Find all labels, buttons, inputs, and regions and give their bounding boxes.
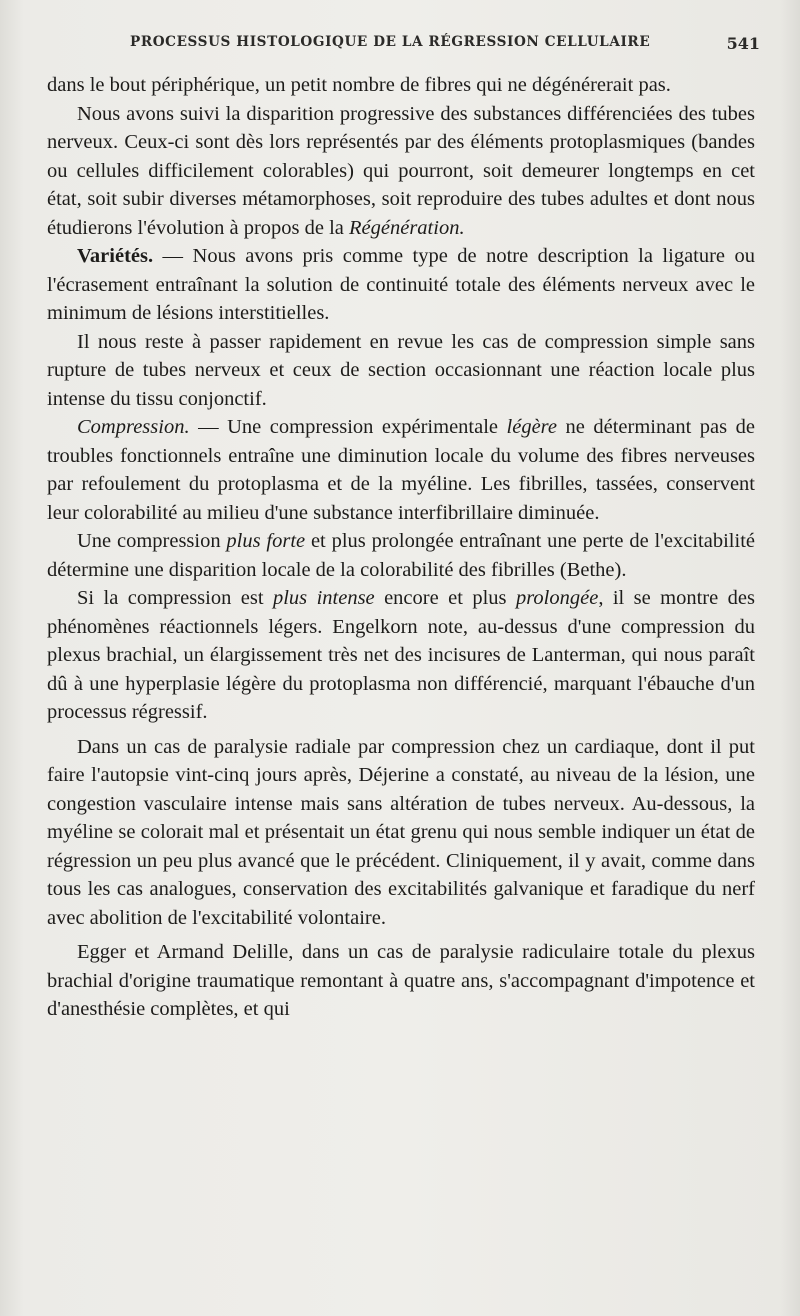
paragraph-1-text: dans le bout périphérique, un petit nombre de fibres qui ne dégénérerait pas. — [47, 74, 671, 96]
paragraph-6 — [47, 527, 755, 584]
paragraph-5-emphasis: légère — [506, 416, 557, 438]
running-head-title: PROCESSUS HISTOLOGIQUE DE LA RÉGRESSION CELLULAIRE — [130, 34, 651, 50]
paragraph-7-text-c: , il se montre des phénomènes réactionnels légers. Engelkorn note, au-dessus d'une compression du plexus brachial, un élargissement très net des incisures de Lanterman, qui nous paraît dû à une hyperplasie légère du protoplasma non différencié, marquant l'ébauche d'un processus régressif. — [47, 587, 755, 723]
section-heading-varietes: Variétés. — [77, 245, 154, 267]
paragraph-6-emphasis: plus forte — [226, 530, 306, 552]
paragraph-5 — [47, 413, 755, 527]
paragraph-3-text: — Nous avons pris comme type de notre description la ligature ou l'écrasement entraînant la solution de continuité totale des éléments nerveux avec le minimum de lésions interstitielles. — [47, 245, 755, 324]
paragraph-7 — [47, 584, 755, 727]
paragraph-2 — [47, 100, 755, 243]
paragraph-8 — [47, 733, 755, 933]
paragraph-8-text: Dans un cas de paralysie radiale par compression chez un cardiaque, dont il put faire l'autopsie vint-cinq jours après, Déjerine a constaté, au niveau de la lésion, une congestion vasculaire intense mais sans altération de tubes nerveux. Au-dessous, la myéline se colorait mal et présentait un état grenu qui nous semble indiquer un état de régression un peu plus avancé que le précédent. Cliniquement, il y avait, comme dans tous les cas analogues, conservation des excitabilités galvanique et faradique du nerf avec abolition de l'excitabilité volontaire. — [47, 735, 755, 929]
section-heading-compression: Compression. — [77, 416, 190, 438]
paragraph-5-text-b: ne déterminant pas de troubles fonctionnels entraîne une diminution locale du volume des fibres nerveuses par refoulement du protoplasma et de la myéline. Les fibrilles, tassées, conservent leur colorabilité au milieu d'une substance interfibrillaire diminuée. — [47, 416, 755, 524]
paragraph-3 — [47, 242, 755, 328]
paragraph-6-text-b: et plus prolongée entraînant une perte de l'excitabilité détermine une disparition locale de la colorabilité des fibrilles (Bethe). — [47, 530, 755, 581]
paragraph-7-text-b: encore et plus — [374, 587, 516, 609]
paragraph-7-text-a: Si la compression est — [77, 587, 273, 609]
page-number: 541 — [726, 34, 760, 53]
paragraph-7-emphasis-2: prolongée — [515, 587, 599, 609]
running-head — [130, 30, 760, 56]
body-text — [47, 71, 755, 1024]
paragraph-4-text: Il nous reste à passer rapidement en revue les cas de compression simple sans rupture de tubes nerveux et ceux de section occasionnant une réaction locale plus intense du tissu conjonctif. — [47, 330, 755, 410]
paragraph-9 — [47, 938, 755, 1024]
paragraph-7-emphasis-1: plus intense — [272, 587, 375, 609]
paragraph-4 — [47, 328, 755, 414]
paragraph-9-text: Egger et Armand Delille, dans un cas de paralysie radiculaire totale du plexus brachial d'origine traumatique remontant à quatre ans, s'accompagnant d'impotence et d'anesthésie complètes, et qui — [47, 941, 755, 1020]
paragraph-5-text-a: — Une compression expérimentale — [189, 416, 507, 438]
paragraph-2-text: Nous avons suivi la disparition progressive des substances différenciées des tubes nerveux. Ceux-ci sont dès lors représentés par des éléments protoplasmiques (bandes ou cellules difficilement colorables) qui pourront, soit demeurer longtemps en cet état, soit subir diverses métamorphoses, soit reproduire des tubes adultes et dont nous étudierons l'évolution à propos de la — [47, 102, 755, 239]
paragraph-6-text-a: Une compression — [77, 530, 227, 552]
paragraph-1 — [47, 71, 755, 100]
paragraph-2-emphasis: Régénération. — [349, 216, 465, 239]
